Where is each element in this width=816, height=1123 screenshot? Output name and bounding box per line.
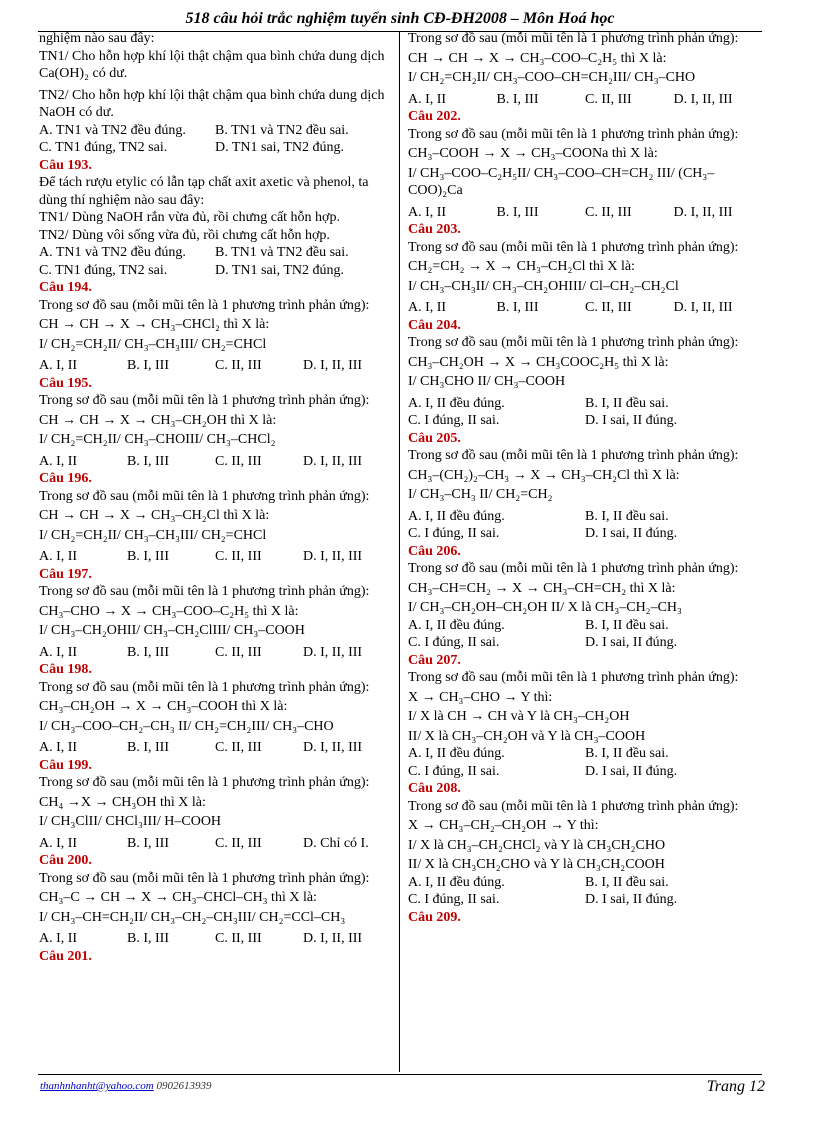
option-a: A. I, II [408, 91, 447, 107]
option-a: A. I, II đều đúng. [408, 874, 505, 890]
option-c: C. I đúng, II sai. [408, 526, 500, 541]
question-number: Câu 199. [39, 757, 92, 773]
option-a: A. I, II [39, 644, 78, 660]
option-c: C. I đúng, II sai. [408, 892, 500, 907]
option-d: D. Chỉ có I. [303, 835, 369, 851]
option-b: B. I, II đều sai. [585, 617, 669, 633]
question-number: Câu 193. [39, 157, 92, 173]
choices-line: I/ CH₂=CH₂II/ CH₃–COO–CH=CH₂III/ CH₃–CHO [408, 70, 696, 85]
question-number: Câu 202. [408, 109, 461, 124]
answer-options [39, 739, 391, 757]
question-number: Câu 197. [39, 566, 92, 582]
option-d: D. I sai, II đúng. [585, 635, 678, 650]
text-line: TN2/ Cho hỗn hợp khí lội thật chậm qua bình chứa dung dịch NaOH có dư. [39, 87, 385, 120]
choices-line: I/ CH₃–COO–CH₂–CH₃ II/ CH₂=CH₂III/ CH₃–CHO [39, 718, 334, 734]
option-b: B. I, III [127, 549, 169, 564]
choices-line: I/ X là CH₃–CH₂CHCl₂ và Y là CH₃CH₂CHO [408, 837, 666, 853]
left-column [39, 30, 391, 965]
option-d: D. I sai, II đúng. [585, 413, 678, 428]
question-stem: Trong sơ đồ sau (mỗi mũi tên là 1 phương trình phản ứng): [408, 126, 739, 142]
question-stem: Trong sơ đồ sau (mỗi mũi tên là 1 phương trình phản ứng): [408, 335, 739, 350]
answer-options [39, 548, 391, 566]
question-stem: Trong sơ đồ sau (mỗi mũi tên là 1 phương trình phản ứng): [408, 448, 739, 463]
question-number: Câu 205. [408, 430, 461, 446]
answer-options [408, 395, 762, 413]
option-b: B. TN1 và TN2 đều sai. [215, 122, 349, 138]
option-d: D. I, II, III [303, 740, 363, 755]
choices-line: I/ CH₂=CH₂II/ CH₃–CH₃III/ CH₂=CHCl [39, 527, 267, 543]
question-number: Câu 194. [39, 280, 92, 295]
option-c: C. II, III [585, 91, 632, 107]
option-a: A. I, II [39, 549, 78, 564]
reaction-scheme: CH → CH → X → CH₃–COO–C₂H₅ thì X là: [408, 50, 667, 66]
answer-options [408, 91, 762, 109]
question-stem: Trong sơ đồ sau (mỗi mũi tên là 1 phương trình phản ứng): [408, 798, 739, 814]
option-a: A. I, II [39, 835, 78, 851]
text-line: TN1/ Dùng NaOH rắn vừa đủ, rồi chưng cất hỗn hợp. [39, 210, 340, 225]
option-c: C. II, III [585, 204, 632, 220]
reaction-scheme: CH₃–(CH₂)₂–CH₃ → X → CH₃–CH₂Cl thì X là: [408, 467, 680, 483]
answer-options [408, 874, 762, 892]
answer-options [408, 412, 762, 430]
option-c: C. II, III [585, 300, 632, 315]
choices-line: I/ CH₃–CH=CH₂II/ CH₃–CH₂–CH₃III/ CH₂=CCl–CH₃ [39, 909, 346, 925]
option-c: C. II, III [215, 644, 262, 660]
reaction-scheme: CH₄ →X → CH₃OH thì X là: [39, 794, 206, 810]
question-number: Câu 209. [408, 909, 461, 925]
question-stem: Trong sơ đồ sau (mỗi mũi tên là 1 phương trình phản ứng): [39, 393, 370, 408]
reaction-scheme: CH₃–CHO → X → CH₃–COO–C₂H₅ thì X là: [39, 603, 299, 619]
option-c: C. II, III [215, 549, 262, 564]
answer-options [408, 634, 762, 652]
choices-line: I/ CH₃CHO II/ CH₃–COOH [408, 374, 566, 389]
choices-line: I/ CH₃–COO–C₂H₅II/ CH₃–COO–CH=CH₂ III/ (CH₃–COO)₂Ca [408, 165, 715, 198]
question-number: Câu 208. [408, 781, 461, 796]
footer-rule [38, 1074, 762, 1075]
choices-line: II/ X là CH₃CH₂CHO và Y là CH₃CH₂COOH [408, 857, 665, 872]
question-number: Câu 195. [39, 375, 92, 391]
option-c: C. I đúng, II sai. [408, 635, 500, 650]
question-number: Câu 201. [39, 948, 92, 964]
option-a: A. I, II đều đúng. [408, 508, 505, 524]
email-link[interactable]: thanhnhanht@yahoo.com [40, 1080, 154, 1092]
choices-line: II/ X là CH₃–CH₂OH và Y là CH₃–COOH [408, 728, 646, 744]
option-d: D. I, II, III [673, 204, 733, 220]
option-d: D. I, II, III [303, 453, 363, 469]
reaction-scheme: CH → CH → X → CH₃–CHCl₂ thì X là: [39, 317, 270, 332]
option-d: D. I, II, III [673, 91, 733, 107]
option-b: B. I, III [496, 204, 539, 220]
option-c: C. TN1 đúng, TN2 sai. [39, 140, 168, 155]
answer-options [408, 299, 762, 317]
text-line: TN2/ Dùng vôi sống vừa đủ, rồi chưng cất hỗn hợp. [39, 227, 330, 243]
answer-options [408, 617, 762, 635]
question-stem: Trong sơ đồ sau (mỗi mũi tên là 1 phương trình phản ứng): [408, 31, 739, 46]
question-stem: Trong sơ đồ sau (mỗi mũi tên là 1 phương trình phản ứng): [39, 870, 370, 886]
right-column [408, 30, 762, 926]
choices-line: I/ CH₃–CH₂OHII/ CH₃–CH₂ClIII/ CH₃–COOH [39, 623, 305, 638]
choices-line: I/ CH₃–CH₃II/ CH₃–CH₂OHIII/ Cl–CH₂–CH₂Cl [408, 278, 679, 294]
reaction-scheme: CH₃–CH₂OH → X → CH₃–COOH thì X là: [39, 699, 288, 714]
question-stem: Trong sơ đồ sau (mỗi mũi tên là 1 phương trình phản ứng): [408, 670, 739, 685]
question-number: Câu 200. [39, 853, 92, 868]
option-a: A. I, II [39, 453, 78, 469]
option-b: B. I, III [127, 453, 169, 469]
option-a: A. I, II [408, 204, 447, 220]
question-number: Câu 196. [39, 471, 92, 486]
page-number: Trang 12 [706, 1078, 765, 1095]
question-number: Câu 206. [408, 543, 461, 559]
option-b: B. TN1 và TN2 đều sai. [215, 245, 349, 260]
option-a: A. TN1 và TN2 đều đúng. [39, 122, 186, 138]
option-a: A. I, II [39, 931, 78, 946]
reaction-scheme: CH₃–C → CH → X → CH₃–CHCl–CH₃ thì X là: [39, 890, 317, 905]
question-number: Câu 203. [408, 222, 461, 237]
option-a: A. I, II [408, 300, 447, 315]
text-line: TN1/ Cho hỗn hợp khí lội thật chậm qua bình chứa dung dịch Ca(OH)₂ có dư. [39, 48, 385, 81]
answer-options [39, 262, 391, 280]
choices-line: I/ CH₃–CH₃ II/ CH₂=CH₂ [408, 487, 553, 502]
option-c: C. II, III [215, 453, 262, 469]
column-divider [399, 32, 400, 1072]
question-stem: Trong sơ đồ sau (mỗi mũi tên là 1 phương trình phản ứng): [408, 239, 739, 255]
answer-options [39, 453, 391, 471]
answer-options [408, 745, 762, 763]
reaction-scheme: CH₃–CH=CH₂ → X → CH₃–CH=CH₂ thì X là: [408, 580, 676, 596]
option-b: B. I, II đều sai. [585, 746, 669, 761]
answer-options [408, 525, 762, 543]
choices-line: I/ X là CH → CH và Y là CH₃–CH₂OH [408, 709, 630, 724]
phone-number: 0902613939 [156, 1080, 212, 1092]
option-b: B. I, III [127, 835, 169, 851]
reaction-scheme: CH → CH → X → CH₃–CH₂OH thì X là: [39, 412, 277, 428]
choices-line: I/ CH₃–CH₂OH–CH₂OH II/ X là CH₃–CH₂–CH₃ [408, 600, 682, 615]
option-c: C. TN1 đúng, TN2 sai. [39, 262, 168, 278]
page-header: 518 câu hỏi trắc nghiệm tuyển sinh CĐ-ĐH2008 – Môn Hoá học [185, 10, 615, 27]
option-b: B. I, III [127, 740, 169, 755]
choices-line: I/ CH₃ClII/ CHCl₃III/ H–COOH [39, 814, 222, 829]
footer-contact [40, 1080, 211, 1092]
option-d: D. I, II, III [303, 644, 363, 660]
option-a: A. I, II [39, 740, 78, 755]
text-line: nghiệm nào sau đây: [39, 31, 155, 46]
question-stem: Trong sơ đồ sau (mỗi mũi tên là 1 phương trình phản ứng): [39, 775, 370, 790]
question-number: Câu 207. [408, 652, 461, 668]
option-b: B. I, II đều sai. [585, 874, 669, 890]
option-a: A. TN1 và TN2 đều đúng. [39, 245, 186, 260]
answer-options [408, 891, 762, 909]
option-d: D. I sai, II đúng. [585, 763, 678, 779]
option-c: C. II, III [215, 931, 262, 946]
reaction-scheme: X → CH₃–CH₂–CH₂OH → Y thì: [408, 818, 599, 833]
option-d: D. I, II, III [673, 300, 733, 315]
option-c: C. II, III [215, 835, 262, 851]
reaction-scheme: CH₂=CH₂ → X → CH₃–CH₂Cl thì X là: [408, 259, 635, 274]
question-stem: Trong sơ đồ sau (mỗi mũi tên là 1 phương trình phản ứng): [39, 297, 370, 313]
option-a: A. I, II đều đúng. [408, 746, 505, 761]
option-d: D. I, II, III [303, 931, 363, 946]
question-stem: Trong sơ đồ sau (mỗi mũi tên là 1 phương trình phản ứng): [39, 679, 370, 695]
answer-options [408, 763, 762, 781]
answer-options [39, 244, 391, 262]
text-line: Để tách rượu etylic có lẫn tạp chất axit axetic và phenol, ta dùng thí nghiệm nào sau đây: [39, 175, 369, 208]
option-d: D. I sai, II đúng. [585, 526, 678, 541]
question-number: Câu 198. [39, 662, 92, 677]
question-stem: Trong sơ đồ sau (mỗi mũi tên là 1 phương trình phản ứng): [408, 561, 739, 576]
answer-options [39, 835, 391, 853]
answer-options [39, 644, 391, 662]
option-b: B. I, III [496, 91, 539, 107]
answer-options [39, 930, 391, 948]
answer-options [408, 508, 762, 526]
reaction-scheme: CH₃–CH₂OH → X → CH₃COOC₂H₅ thì X là: [408, 354, 669, 370]
answer-options [39, 139, 391, 157]
option-d: D. TN1 sai, TN2 đúng. [215, 262, 344, 278]
option-c: C. I đúng, II sai. [408, 763, 500, 779]
option-c: C. II, III [215, 358, 262, 373]
option-d: D. I sai, II đúng. [585, 892, 678, 907]
option-b: B. I, III [496, 300, 539, 315]
option-b: B. I, II đều sai. [585, 395, 669, 411]
option-b: B. I, III [127, 931, 169, 946]
reaction-scheme: CH₃–COOH → X → CH₃–COONa thì X là: [408, 146, 658, 161]
option-a: A. I, II đều đúng. [408, 395, 505, 411]
option-b: B. I, III [127, 644, 169, 660]
question-number: Câu 204. [408, 317, 461, 333]
choices-line: I/ CH₂=CH₂II/ CH₃–CHOIII/ CH₃–CHCl₂ [39, 432, 276, 447]
option-c: C. I đúng, II sai. [408, 413, 500, 428]
question-stem: Trong sơ đồ sau (mỗi mũi tên là 1 phương trình phản ứng): [39, 584, 370, 599]
option-b: B. I, II đều sai. [585, 508, 669, 524]
choices-line: I/ CH₂=CH₂II/ CH₃–CH₃III/ CH₂=CHCl [39, 336, 267, 352]
answer-options [39, 122, 391, 140]
answer-options [408, 204, 762, 222]
option-d: D. I, II, III [303, 549, 363, 564]
option-d: D. I, II, III [303, 358, 363, 373]
option-c: C. II, III [215, 740, 262, 755]
reaction-scheme: X → CH₃–CHO → Y thì: [408, 689, 553, 705]
option-b: B. I, III [127, 358, 169, 373]
option-d: D. TN1 sai, TN2 đúng. [215, 140, 344, 155]
question-stem: Trong sơ đồ sau (mỗi mũi tên là 1 phương trình phản ứng): [39, 488, 370, 504]
reaction-scheme: CH → CH → X → CH₃–CH₂Cl thì X là: [39, 508, 270, 523]
option-a: A. I, II [39, 358, 78, 373]
option-a: A. I, II đều đúng. [408, 617, 505, 633]
answer-options [39, 357, 391, 375]
